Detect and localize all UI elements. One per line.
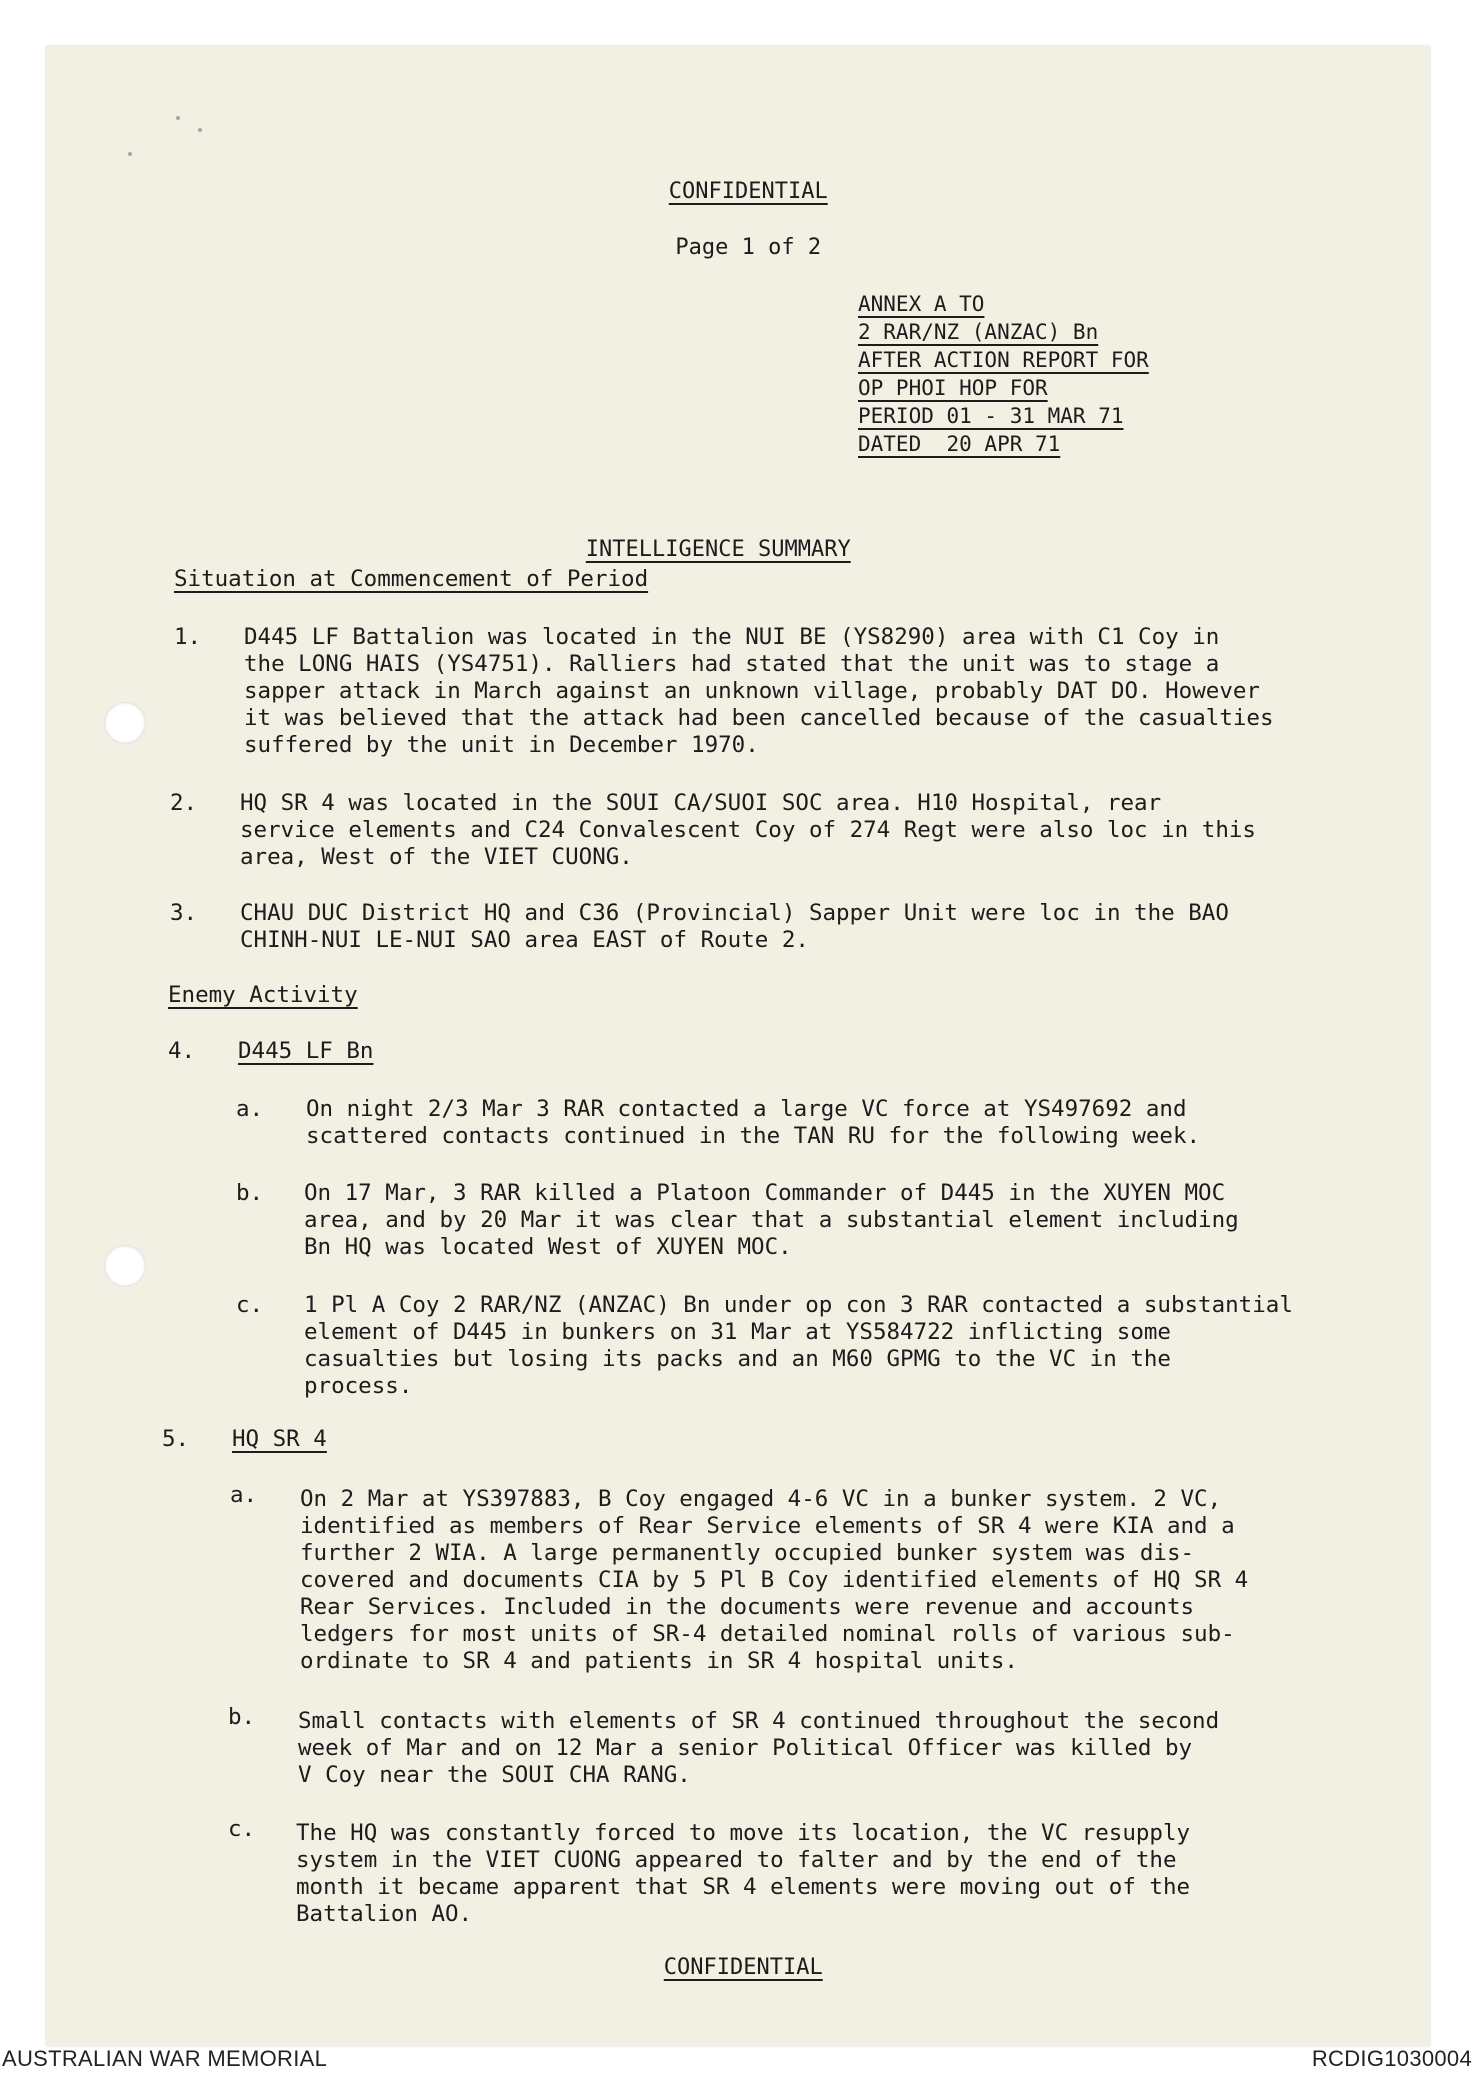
paragraph-2: HQ SR 4 was located in the SOUI CA/SUOI SOC area. H10 Hospital, rear service elements and C24 Convalescent Coy of 274 Regt were also loc in this area, West of the VIET CUONG. bbox=[240, 790, 1256, 870]
punch-hole-bottom bbox=[104, 1245, 146, 1287]
archive-record-id: RCDIG1030004 bbox=[1311, 2046, 1472, 2071]
archive-institution: AUSTRALIAN WAR MEMORIAL bbox=[2, 2046, 328, 2071]
classification-footer: CONFIDENTIAL bbox=[663, 1955, 823, 1980]
item-5c: The HQ was constantly forced to move its location, the VC resupply system in the VIET CUONG appeared to falter and by the end of the month it became apparent that SR 4 elements were moving out of the Battalion AO. bbox=[296, 1820, 1191, 1927]
item-label: c. bbox=[228, 1816, 256, 1842]
item-label: a. bbox=[236, 1096, 264, 1122]
paper-speck bbox=[198, 128, 202, 132]
subsection-title-hq-sr4: HQ SR 4 bbox=[232, 1426, 327, 1452]
annex-reference bbox=[858, 290, 1149, 458]
paragraph-number: 1. bbox=[174, 624, 202, 650]
annex-line: ANNEX A TO bbox=[858, 292, 985, 316]
paragraph-number: 2. bbox=[170, 790, 198, 816]
classification-header: CONFIDENTIAL bbox=[668, 179, 828, 204]
annex-line: PERIOD 01 - 31 MAR 71 bbox=[858, 404, 1124, 428]
item-4a: On night 2/3 Mar 3 RAR contacted a large VC force at YS497692 and scattered contacts continued in the TAN RU for the following week. bbox=[306, 1096, 1201, 1149]
document-title: INTELLIGENCE SUMMARY bbox=[585, 537, 851, 562]
paragraph-1: D445 LF Battalion was located in the NUI BE (YS8290) area with C1 Coy in the LONG HAIS (YS4751). Ralliers had stated that the unit was to stage a sapper attack in March against an unknown village, probably DAT DO. However it was believed that the attack had been cancelled because of the casualties suffered by the unit in December 1970. bbox=[244, 624, 1274, 758]
annex-line: DATED 20 APR 71 bbox=[858, 432, 1061, 456]
section-heading-enemy: Enemy Activity bbox=[168, 982, 358, 1008]
section-heading-situation: Situation at Commencement of Period bbox=[174, 566, 649, 592]
paragraph-number: 5. bbox=[162, 1426, 190, 1452]
item-5b: Small contacts with elements of SR 4 continued throughout the second week of Mar and on 12 Mar a senior Political Officer was killed by V Coy near the SOUI CHA RANG. bbox=[298, 1708, 1220, 1788]
annex-line: OP PHOI HOP FOR bbox=[858, 376, 1048, 400]
paper-speck bbox=[176, 116, 180, 120]
item-label: b. bbox=[228, 1704, 256, 1730]
item-5a: On 2 Mar at YS397883, B Coy engaged 4-6 VC in a bunker system. 2 VC, identified as members of Rear Service elements of SR 4 were KIA and a further 2 WIA. A large permanently occupied bunker system was dis- covered and documents CIA by 5 Pl B Coy identified elements of HQ SR 4 Rear Services. Included in the documents were revenue and accounts ledgers for most units of SR-4 detailed nominal rolls of various sub- ordinate to SR 4 and patients in SR 4 hospital units. bbox=[300, 1486, 1249, 1674]
item-label: b. bbox=[236, 1180, 264, 1206]
paragraph-number: 3. bbox=[170, 900, 198, 926]
punch-hole-top bbox=[104, 702, 146, 744]
item-label: c. bbox=[236, 1292, 264, 1318]
item-4b: On 17 Mar, 3 RAR killed a Platoon Commander of D445 in the XUYEN MOC area, and by 20 Mar it was clear that a substantial element including Bn HQ was located West of XUYEN MOC. bbox=[304, 1180, 1239, 1260]
subsection-title-d445: D445 LF Bn bbox=[238, 1038, 374, 1064]
paragraph-3: CHAU DUC District HQ and C36 (Provincial) Sapper Unit were loc in the BAO CHINH-NUI LE-NUI SAO area EAST of Route 2. bbox=[240, 900, 1229, 953]
item-label: a. bbox=[230, 1482, 258, 1508]
annex-line: 2 RAR/NZ (ANZAC) Bn bbox=[858, 320, 1099, 344]
page-number: Page 1 of 2 bbox=[675, 235, 822, 260]
paragraph-number: 4. bbox=[168, 1038, 196, 1064]
annex-line: AFTER ACTION REPORT FOR bbox=[858, 348, 1149, 372]
item-4c: 1 Pl A Coy 2 RAR/NZ (ANZAC) Bn under op con 3 RAR contacted a substantial element of D445 in bunkers on 31 Mar at YS584722 inflicting some casualties but losing its packs and an M60 GPMG to the VC in the process. bbox=[304, 1292, 1293, 1399]
